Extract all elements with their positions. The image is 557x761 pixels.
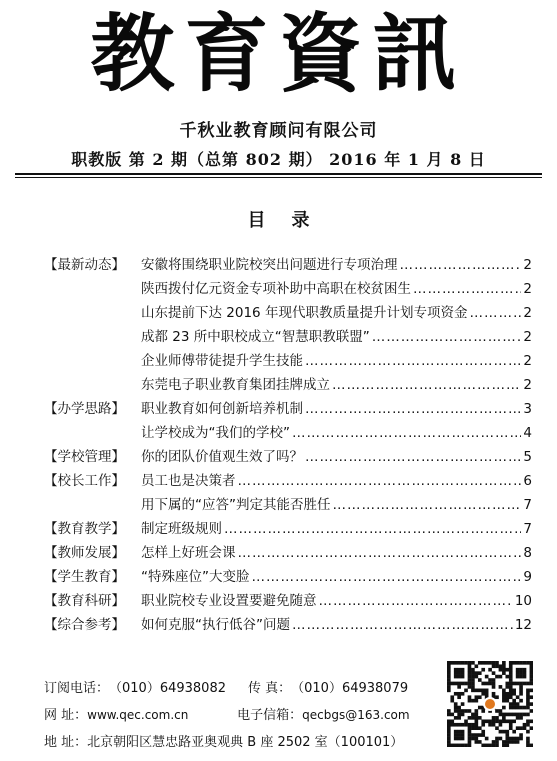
toc-row bbox=[44, 538, 532, 562]
toc-row bbox=[44, 466, 532, 490]
toc-entry-link[interactable] bbox=[141, 397, 532, 417]
toc-leader-dots bbox=[224, 521, 521, 537]
toc-category: 【教育科研】 bbox=[44, 593, 125, 609]
toc-page-number: 3 bbox=[523, 401, 532, 417]
toc-entry-title: 如何克服“执行低谷”问题 bbox=[141, 617, 290, 633]
toc-entry-link[interactable] bbox=[141, 493, 532, 513]
header-rule-thick bbox=[15, 173, 542, 175]
toc-row bbox=[44, 298, 532, 322]
toc-leader-dots bbox=[332, 377, 521, 393]
toc-entry-link[interactable] bbox=[141, 373, 532, 393]
toc-entry-link[interactable] bbox=[141, 589, 532, 609]
toc-leader-dots bbox=[469, 305, 521, 321]
toc-row bbox=[44, 370, 532, 394]
toc-entry-link[interactable] bbox=[141, 253, 532, 273]
toc-entry-title: 职业教育如何创新培养机制 bbox=[141, 401, 303, 417]
fax-label: 传 真： bbox=[248, 681, 292, 696]
toc-entry-title: 员工也是决策者 bbox=[141, 473, 236, 489]
footer-address-line bbox=[44, 731, 403, 750]
toc-category: 【办学思路】 bbox=[44, 401, 125, 417]
toc-entry-title: 职业院校专业设置要避免随意 bbox=[141, 593, 317, 609]
toc-leader-dots bbox=[305, 401, 521, 417]
toc-entry-title: 东莞电子职业教育集团挂牌成立 bbox=[141, 377, 330, 393]
toc-entry-link[interactable] bbox=[141, 277, 532, 297]
website-link[interactable]: www.qec.com.cn bbox=[87, 708, 189, 722]
toc-page-number: 10 bbox=[514, 593, 532, 609]
toc-page-number: 2 bbox=[523, 329, 532, 345]
toc-page-number: 4 bbox=[523, 425, 532, 441]
toc-entry-link[interactable] bbox=[141, 421, 532, 441]
toc-page-number: 7 bbox=[523, 521, 532, 537]
toc-leader-dots bbox=[305, 449, 521, 465]
toc-entry-title: 陕西拨付亿元资金专项补助中高职在校贫困生 bbox=[141, 281, 411, 297]
toc-leader-dots bbox=[252, 569, 522, 585]
toc-entry-link[interactable] bbox=[141, 301, 532, 321]
toc-entry-link[interactable] bbox=[141, 325, 532, 345]
table-of-contents bbox=[44, 250, 532, 634]
toc-leader-dots bbox=[400, 257, 522, 273]
toc-row bbox=[44, 586, 532, 610]
company-name: 千秋业教育顾问有限公司 bbox=[179, 121, 378, 141]
toc-category: 【最新动态】 bbox=[44, 257, 125, 273]
toc-page-number: 2 bbox=[523, 257, 532, 273]
toc-entry-title: 企业师傅带徒提升学生技能 bbox=[141, 353, 303, 369]
address-label: 地 址： bbox=[44, 735, 88, 750]
issue-line: 职教版 第 2 期（总第 802 期） 2016 年 1 月 8 日 bbox=[71, 150, 486, 169]
toc-entry-title: 安徽将围绕职业院校突出问题进行专项治理 bbox=[141, 257, 398, 273]
header-rule-thin bbox=[15, 177, 542, 178]
toc-row bbox=[44, 322, 532, 346]
email-link[interactable]: qecbgs@163.com bbox=[302, 708, 410, 722]
toc-page-number: 9 bbox=[523, 569, 532, 585]
toc-page-number: 2 bbox=[523, 377, 532, 393]
toc-page-number: 2 bbox=[523, 353, 532, 369]
toc-entry-link[interactable] bbox=[141, 517, 532, 537]
toc-row bbox=[44, 490, 532, 514]
toc-leader-dots bbox=[292, 617, 513, 633]
toc-leader-dots bbox=[333, 497, 522, 513]
address-text: 北京朝阳区慧忠路亚奥观典 B 座 2502 室（100101） bbox=[87, 735, 404, 750]
qr-code-icon bbox=[447, 661, 533, 747]
footer-phone-fax-line bbox=[44, 677, 408, 696]
toc-entry-link[interactable] bbox=[141, 613, 532, 633]
toc-row bbox=[44, 394, 532, 418]
toc-page-number: 8 bbox=[523, 545, 532, 561]
toc-row bbox=[44, 610, 532, 634]
toc-row bbox=[44, 346, 532, 370]
toc-entry-title: 制定班级规则 bbox=[141, 521, 222, 537]
fax-number: （010）64938079 bbox=[291, 681, 409, 696]
toc-row bbox=[44, 514, 532, 538]
toc-entry-title: “特殊座位”大变脸 bbox=[141, 569, 250, 585]
toc-page-number: 2 bbox=[523, 281, 532, 297]
footer-web-email-line bbox=[44, 704, 410, 723]
toc-row bbox=[44, 418, 532, 442]
toc-page-number: 2 bbox=[523, 305, 532, 321]
toc-entry-title: 怎样上好班会课 bbox=[141, 545, 236, 561]
toc-row bbox=[44, 250, 532, 274]
phone-label: 订阅电话： bbox=[44, 681, 110, 696]
toc-category: 【教育教学】 bbox=[44, 521, 125, 537]
toc-entry-link[interactable] bbox=[141, 469, 532, 489]
toc-leader-dots bbox=[319, 593, 513, 609]
toc-entry-link[interactable] bbox=[141, 541, 532, 561]
email-label: 电子信箱： bbox=[237, 708, 303, 723]
toc-row bbox=[44, 442, 532, 466]
toc-page-number: 6 bbox=[523, 473, 532, 489]
toc-category: 【学生教育】 bbox=[44, 569, 125, 585]
toc-entry-link[interactable] bbox=[141, 349, 532, 369]
toc-category: 【综合参考】 bbox=[44, 617, 125, 633]
phone-number: （010）64938082 bbox=[109, 681, 226, 696]
toc-leader-dots bbox=[238, 473, 522, 489]
toc-leader-dots bbox=[413, 281, 521, 297]
toc-entry-title: 成都 23 所中职校成立“智慧职教联盟” bbox=[141, 329, 370, 345]
toc-entry-link[interactable] bbox=[141, 565, 532, 585]
web-label: 网 址： bbox=[44, 708, 88, 723]
toc-entry-title: 让学校成为“我们的学校” bbox=[141, 425, 290, 441]
toc-category: 【学校管理】 bbox=[44, 449, 125, 465]
toc-row bbox=[44, 274, 532, 298]
toc-page-number: 5 bbox=[523, 449, 532, 465]
toc-page-number: 7 bbox=[523, 497, 532, 513]
toc-row bbox=[44, 562, 532, 586]
toc-leader-dots bbox=[305, 353, 521, 369]
toc-leader-dots bbox=[238, 545, 522, 561]
masthead-title: 教育資訊 bbox=[90, 4, 467, 103]
toc-entry-link[interactable] bbox=[141, 445, 532, 465]
toc-entry-title: 用下属的“应答”判定其能否胜任 bbox=[141, 497, 331, 513]
toc-category: 【教师发展】 bbox=[44, 545, 125, 561]
toc-leader-dots bbox=[292, 425, 521, 441]
toc-entry-title: 你的团队价值观生效了吗？ bbox=[141, 449, 303, 465]
toc-entry-title: 山东提前下达 2016 年现代职教质量提升计划专项资金 bbox=[141, 305, 468, 321]
toc-page-number: 12 bbox=[514, 617, 532, 633]
toc-leader-dots bbox=[372, 329, 522, 345]
toc-heading: 目录 bbox=[247, 210, 336, 231]
toc-category: 【校长工作】 bbox=[44, 473, 125, 489]
